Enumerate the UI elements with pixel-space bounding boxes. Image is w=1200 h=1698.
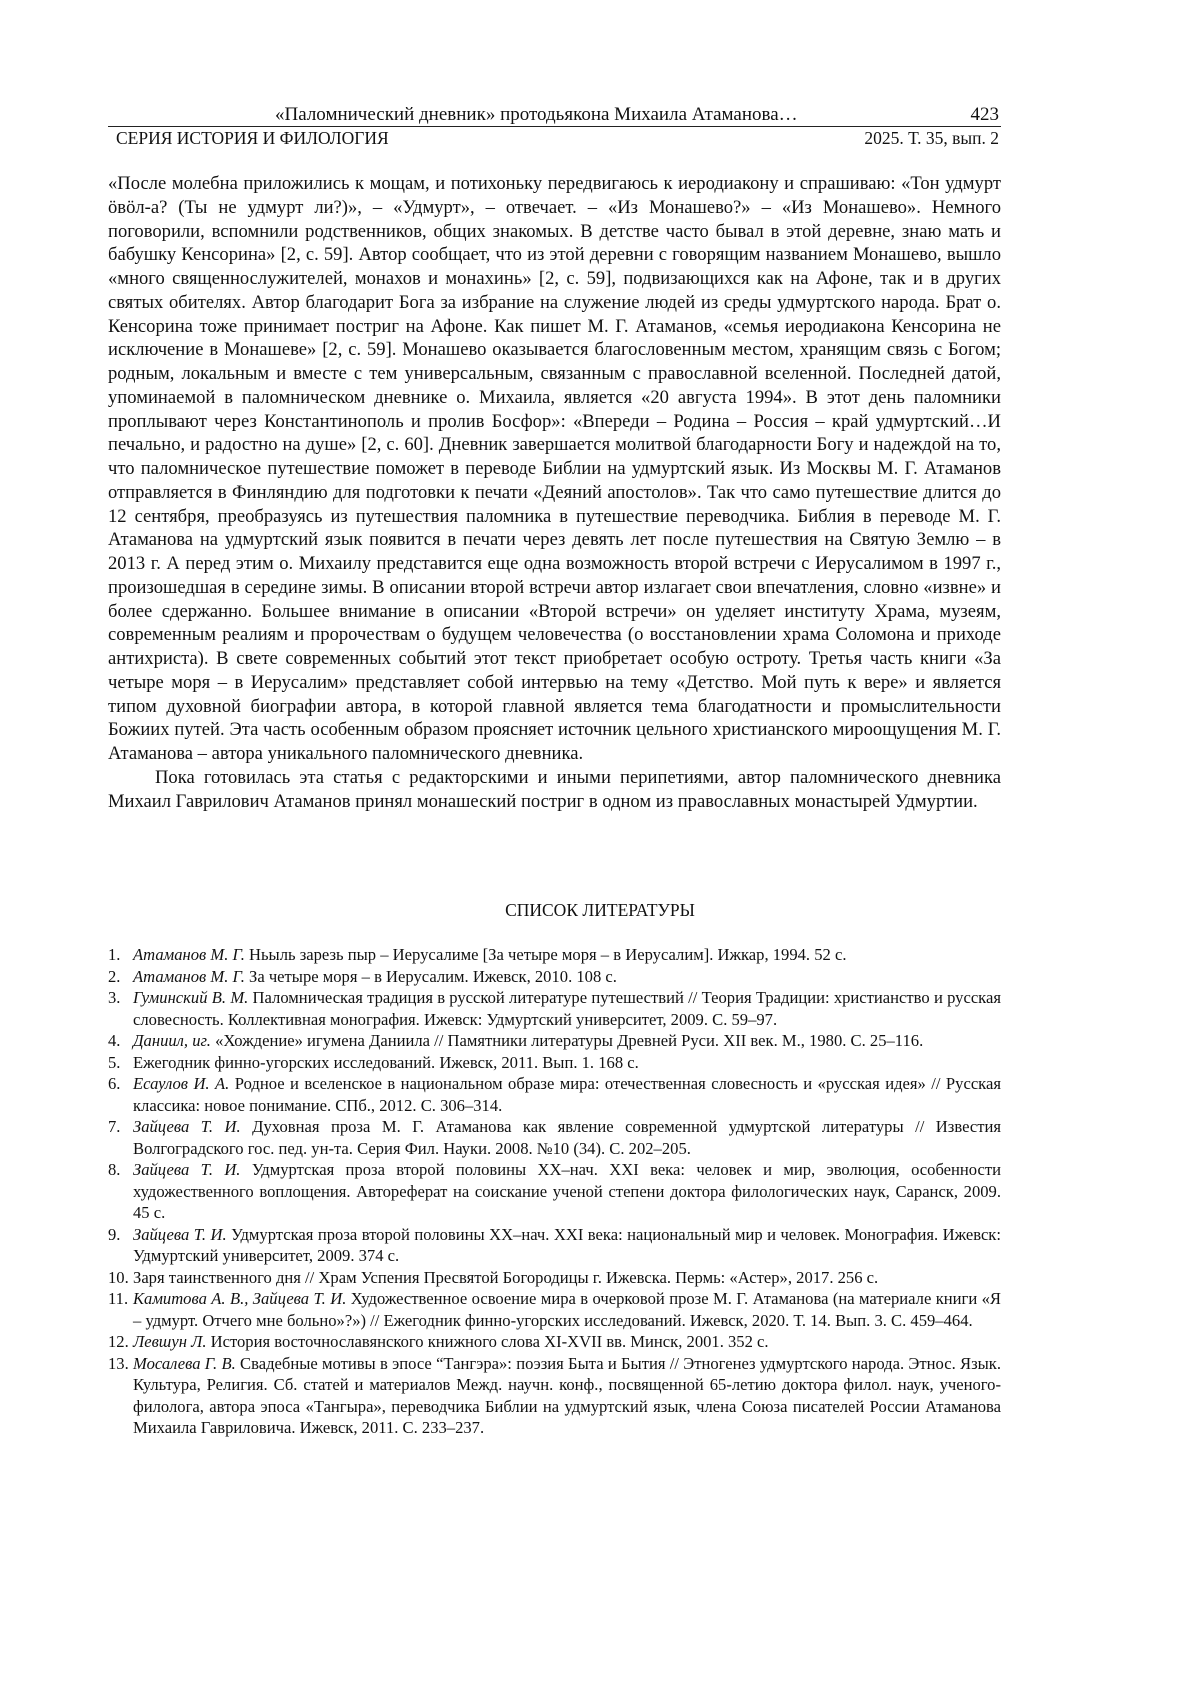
reference-author: Зайцева Т. И. (133, 1225, 227, 1244)
paragraph: «После молебна приложились к мощам, и потихоньку передвигаюсь к иеродиакону и спрашиваю: «Тон удмурт ӧвӧл-а? (Ты не удмурт ли?)», – «Удмурт», – отвечает. – «Из Монашево?» – «Из Монашево». Немного поговорили, вспомнили родственников, общих знакомых. В детстве часто бывал в этой деревне, знаю мать и бабушку Кенсорина» [2, с. 59]. Автор сообщает, что из этой деревни с говорящим названием Монашево, вышло «много священнослужителей, монахов и монахинь» [2, с. 59], подвизающихся как на Афоне, так и в других святых обителях. Автор благодарит Бога за избрание на служение людей из среды удмуртского народа. Брат о. Кенсорина тоже принимает постриг на Афоне. Как пишет М. Г. Атаманов, «семья иеродиакона Кенсорина не исключение в Монашеве» [2, с. 59]. Монашево оказывается благословенным местом, хранящим связь с Богом; родным, локальным и вместе с тем универсальным, связанным с православной вселенной. Последней датой, упоминаемой в паломническом дневнике о. Михаила, является «20 августа 1994». В этот день паломники проплывают через Константинополь и пролив Босфор»: «Впереди – Родина – Россия – край удмуртский…И печально, и радостно на душе» [2, с. 60]. Дневник завершается молитвой благодарности Богу и надеждой на то, что паломническое путешествие поможет в переводе Библии на удмуртский язык. Из Москвы М. Г. Атаманов отправляется в Финляндию для подготовки к печати «Деяний апостолов». Так что само путешествие длится до 12 сентября, преобразуясь из путешествия паломника в путешествие переводчика. Библия в переводе М. Г. Атаманова на удмуртский язык появится в печати через девять лет после путешествия на Святую Землю – в 2013 г. А перед этим о. Михаилу представится еще одна возможность второй встречи с Иерусалимом в 1997 г., произошедшая в середине зимы. В описании второй встречи автор излагает свои впечатления, словно «извне» и более сдержанно. Большее внимание в описании «Второй встречи» он уделяет институту Храма, музеям, современным реалиям и пророчествам о будущем человечества (о восстановлении храма Соломона и приходе антихриста). В свете современных событий этот текст приобретает особую остроту. Третья часть книги «За четыре моря – в Иерусалим» представляет собой интервью на тему «Детство. Мой путь к вере» и является типом духовной биографии автора, в которой главной является тема благодатности и промыслительности Божиих путей. Эта часть особенным образом проясняет источник цельного христианского мироощущения М. Г. Атаманова – автора уникального паломнического дневника. (108, 172, 1001, 766)
reference-text: История восточнославянского книжного слова XI-XVII вв. Минск, 2001. 352 с. (206, 1332, 768, 1351)
reference-author: Есаулов И. А. (133, 1074, 229, 1093)
running-title: «Паломнический дневник» протодьякона Михаила Атаманова… (275, 104, 798, 126)
reference-item (108, 1159, 1001, 1224)
reference-number: 7. (108, 1116, 120, 1138)
reference-item (108, 987, 1001, 1030)
reference-number: 11. (108, 1288, 128, 1310)
reference-item (108, 966, 1001, 988)
reference-item (108, 1331, 1001, 1353)
paragraph: Пока готовилась эта статья с редакторскими и иными перипетиями, автор паломнического дневника Михаил Гаврилович Атаманов принял монашеский постриг в одном из православных монастырей Удмуртии. (108, 766, 1001, 814)
reference-item (108, 944, 1001, 966)
reference-author: Атаманов М. Г. (133, 967, 245, 986)
reference-text: Духовная проза М. Г. Атаманова как явление современной удмуртской литературы // Известия Волгоградского гос. пед. ун-та. Серия Фил. Науки. 2008. №10 (34). С. 202–205. (133, 1117, 1001, 1158)
reference-text: Удмуртская проза второй половины XX–нач. XXI века: национальный мир и человек. Монография. Ижевск: Удмуртский университет, 2009. 374 с. (133, 1225, 1001, 1266)
reference-number: 4. (108, 1030, 120, 1052)
article-body (108, 172, 1001, 813)
reference-number: 6. (108, 1073, 120, 1095)
reference-author: Камитова А. В., Зайцева Т. И. (133, 1289, 346, 1308)
journal-header (116, 128, 1001, 149)
reference-number: 1. (108, 944, 120, 966)
reference-number: 12. (108, 1331, 129, 1353)
reference-item (108, 1073, 1001, 1116)
running-header (108, 104, 1001, 127)
reference-number: 2. (108, 966, 120, 988)
reference-author: Атаманов М. Г. (133, 945, 245, 964)
reference-text: Заря таинственного дня // Храм Успения Пресвятой Богородицы г. Ижевска. Пермь: «Астер», 2017. 256 с. (133, 1268, 878, 1287)
reference-author: Мосалева Г. В. (133, 1354, 236, 1373)
reference-item (108, 1052, 1001, 1074)
reference-item (108, 1116, 1001, 1159)
reference-author: Зайцева Т. И. (133, 1117, 241, 1136)
reference-number: 10. (108, 1267, 129, 1289)
reference-author: Даниил, иг. (133, 1031, 211, 1050)
reference-item (108, 1224, 1001, 1267)
reference-item (108, 1267, 1001, 1289)
reference-list (108, 944, 1001, 1439)
reference-text: Родное и вселенское в национальном образе мира: отечественная словесность и «русская идея» // Русская классика: новое понимание. СПб., 2012. С. 306–314. (133, 1074, 1001, 1115)
reference-number: 5. (108, 1052, 120, 1074)
reference-item (108, 1030, 1001, 1052)
issue-info: 2025. Т. 35, вып. 2 (864, 128, 999, 149)
reference-text: Удмуртская проза второй половины XX–нач. XXI века: человек и мир, эволюция, особенности художественного воплощения. Автореферат на соискание ученой степени доктора филологических наук, Саранск, 2009. 45 с. (133, 1160, 1001, 1222)
reference-author: Гуминский В. М. (133, 988, 248, 1007)
reference-text: Ньыль зарезь пыр – Иерусалиме [За четыре моря – в Иерусалим]. Ижкар, 1994. 52 с. (245, 945, 847, 964)
reference-item (108, 1353, 1001, 1439)
reference-number: 9. (108, 1224, 120, 1246)
reference-text: Свадебные мотивы в эпосе “Тангэра»: поэзия Быта и Бытия // Этногенез удмуртского народа. Этнос. Язык. Культура, Религия. Сб. статей и материалов Межд. научн. конф., посвященной 65-летию доктора филол. наук, ученого-филолога, автора эпоса «Тангыра», переводчика Библии на удмуртский язык, члена Союза писателей России Атаманова Михаила Гавриловича. Ижевск, 2011. С. 233–237. (133, 1354, 1001, 1438)
reference-text: Художественное освоение мира в очерковой прозе М. Г. Атаманова (на материале книги «Я – удмурт. Отчего мне больно»?») // Ежегодник финно-угорских исследований. Ижевск, 2020. Т. 14. Вып. 3. С. 459–464. (133, 1289, 1001, 1330)
references-heading: СПИСОК ЛИТЕРАТУРЫ (0, 900, 1200, 921)
reference-text: За четыре моря – в Иерусалим. Ижевск, 2010. 108 с. (245, 967, 617, 986)
reference-text: «Хождение» игумена Даниила // Памятники литературы Древней Руси. XII век. М., 1980. С. 25–116. (211, 1031, 923, 1050)
reference-text: Паломническая традиция в русской литературе путешествий // Теория Традиции: христианство и русская словесность. Коллективная монография. Ижевск: Удмуртский университет, 2009. С. 59–97. (133, 988, 1001, 1029)
reference-author: Левшун Л. (133, 1332, 206, 1351)
series-title: СЕРИЯ ИСТОРИЯ И ФИЛОЛОГИЯ (116, 128, 389, 148)
reference-number: 8. (108, 1159, 120, 1181)
reference-number: 3. (108, 987, 120, 1009)
reference-author: Зайцева Т. И. (133, 1160, 240, 1179)
reference-text: Ежегодник финно-угорских исследований. Ижевск, 2011. Вып. 1. 168 с. (133, 1053, 639, 1072)
reference-number: 13. (108, 1353, 129, 1375)
page-number: 423 (971, 104, 1000, 126)
reference-item (108, 1288, 1001, 1331)
